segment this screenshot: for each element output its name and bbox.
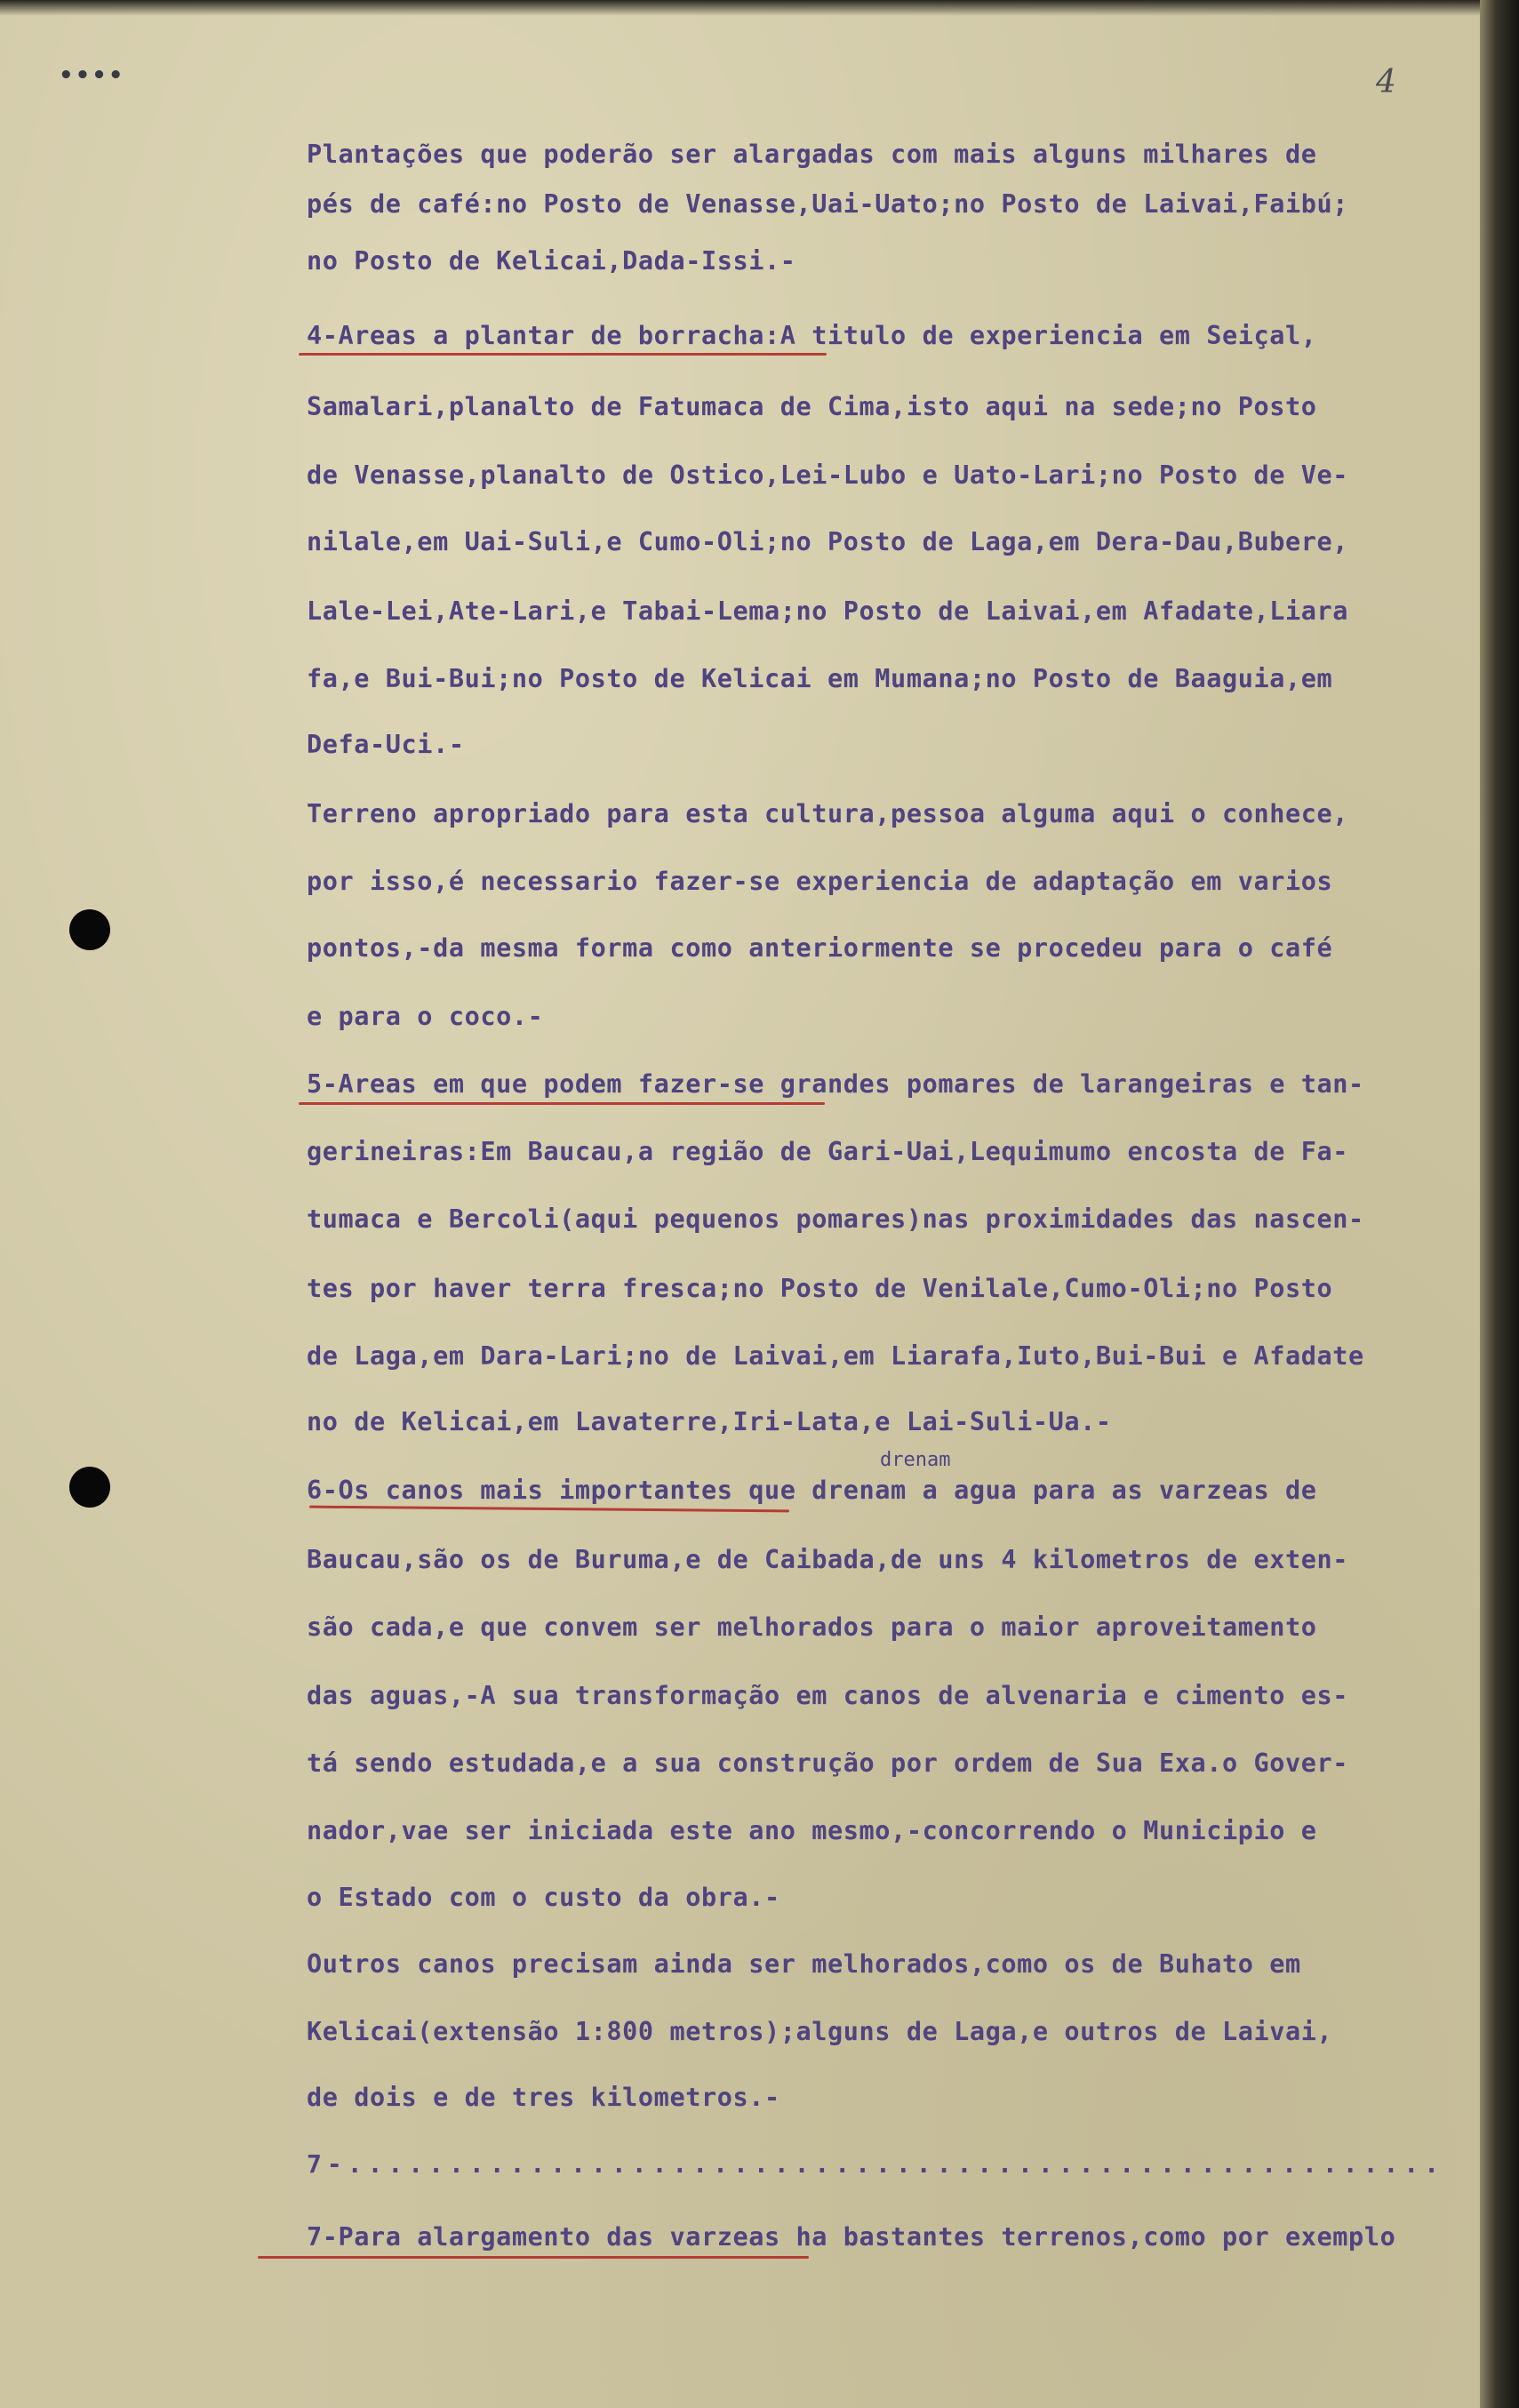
- text-line: Samalari,planalto de Fatumaca de Cima,isto aqui na sede;no Posto: [307, 392, 1317, 421]
- text-line: de dois e de tres kilometros.-: [307, 2083, 780, 2112]
- text-line: pontos,-da mesma forma como anteriormente se procedeu para o café: [307, 933, 1333, 963]
- punch-hole-upper: [69, 909, 110, 950]
- page-top-shadow: [0, 0, 1493, 16]
- text-line: e para o coco.-: [307, 1002, 544, 1031]
- text-line: Plantações que poderão ser alargadas com mais alguns milhares de: [307, 140, 1317, 169]
- text-line: o Estado com o custo da obra.-: [307, 1883, 780, 1912]
- text-line: nador,vae ser iniciada este ano mesmo,-concorrendo o Municipio e: [307, 1816, 1317, 1845]
- punch-hole-lower: [69, 1467, 110, 1508]
- text-line: das aguas,-A sua transformação em canos de alvenaria e cimento es-: [307, 1681, 1349, 1710]
- text-line: fa,e Bui-Bui;no Posto de Kelicai em Mumana;no Posto de Baaguia,em: [307, 664, 1333, 693]
- text-line: nilale,em Uai-Suli,e Cumo-Oli;no Posto de Laga,em Dera-Dau,Bubere,: [307, 527, 1349, 556]
- text-line: Lale-Lei,Ate-Lari,e Tabai-Lema;no Posto de Laivai,em Afadate,Liara: [307, 596, 1349, 626]
- section-4-heading-line: 4-Areas a plantar de borracha:A titulo de experiencia em Seiçal,: [307, 321, 1317, 350]
- text-line: tumaca e Bercoli(aqui pequenos pomares)nas proximidades das nascen-: [307, 1204, 1364, 1234]
- text-line: de Laga,em Dara-Lari;no de Laivai,em Liarafa,Iuto,Bui-Bui e Afadate: [307, 1341, 1364, 1371]
- text-line: Kelicai(extensão 1:800 metros);alguns de Laga,e outros de Laivai,: [307, 2017, 1333, 2046]
- corner-mark: ••••: [59, 62, 125, 89]
- red-underline-section-5: [299, 1102, 825, 1105]
- text-line: tá sendo estudada,e a sua construção por ordem de Sua Exa.o Gover-: [307, 1748, 1349, 1778]
- handwritten-correction: drenam: [880, 1449, 951, 1471]
- text-line: Baucau,são os de Buruma,e de Caibada,de uns 4 kilometros de exten-: [307, 1545, 1349, 1574]
- text-line: de Venasse,planalto de Ostico,Lei-Lubo e Uato-Lari;no Posto de Ve-: [307, 460, 1349, 490]
- page-right-edge: [1480, 0, 1519, 2408]
- dotted-separator: 7-......................................................: [307, 2149, 1445, 2179]
- section-5-heading-line: 5-Areas em que podem fazer-se grandes pomares de larangeiras e tan-: [307, 1069, 1364, 1099]
- text-line: tes por haver terra fresca;no Posto de Venilale,Cumo-Oli;no Posto: [307, 1274, 1333, 1303]
- text-line: são cada,e que convem ser melhorados para o maior aproveitamento: [307, 1612, 1317, 1642]
- text-line: gerineiras:Em Baucau,a região de Gari-Uai,Lequimumo encosta de Fa-: [307, 1137, 1349, 1166]
- text-line: Outros canos precisam ainda ser melhorados,como os de Buhato em: [307, 1949, 1301, 1979]
- page-number: 4: [1376, 64, 1396, 100]
- text-line: Defa-Uci.-: [307, 730, 465, 759]
- text-line: pés de café:no Posto de Venasse,Uai-Uato;no Posto de Laivai,Faibú;: [307, 189, 1349, 219]
- text-line: Terreno apropriado para esta cultura,pessoa alguma aqui o conhece,: [307, 799, 1349, 828]
- red-underline-section-4: [299, 353, 827, 356]
- text-line: por isso,é necessario fazer-se experiencia de adaptação em varios: [307, 867, 1333, 896]
- text-line: no Posto de Kelicai,Dada-Issi.-: [307, 246, 796, 276]
- red-underline-section-7: [258, 2256, 809, 2259]
- section-7-heading-line: 7-Para alargamento das varzeas ha bastantes terrenos,como por exemplo: [307, 2222, 1396, 2252]
- section-6-heading-line: 6-Os canos mais importantes que drenam a agua para as varzeas de: [307, 1476, 1317, 1505]
- text-line: no de Kelicai,em Lavaterre,Iri-Lata,e Lai-Suli-Ua.-: [307, 1407, 1112, 1436]
